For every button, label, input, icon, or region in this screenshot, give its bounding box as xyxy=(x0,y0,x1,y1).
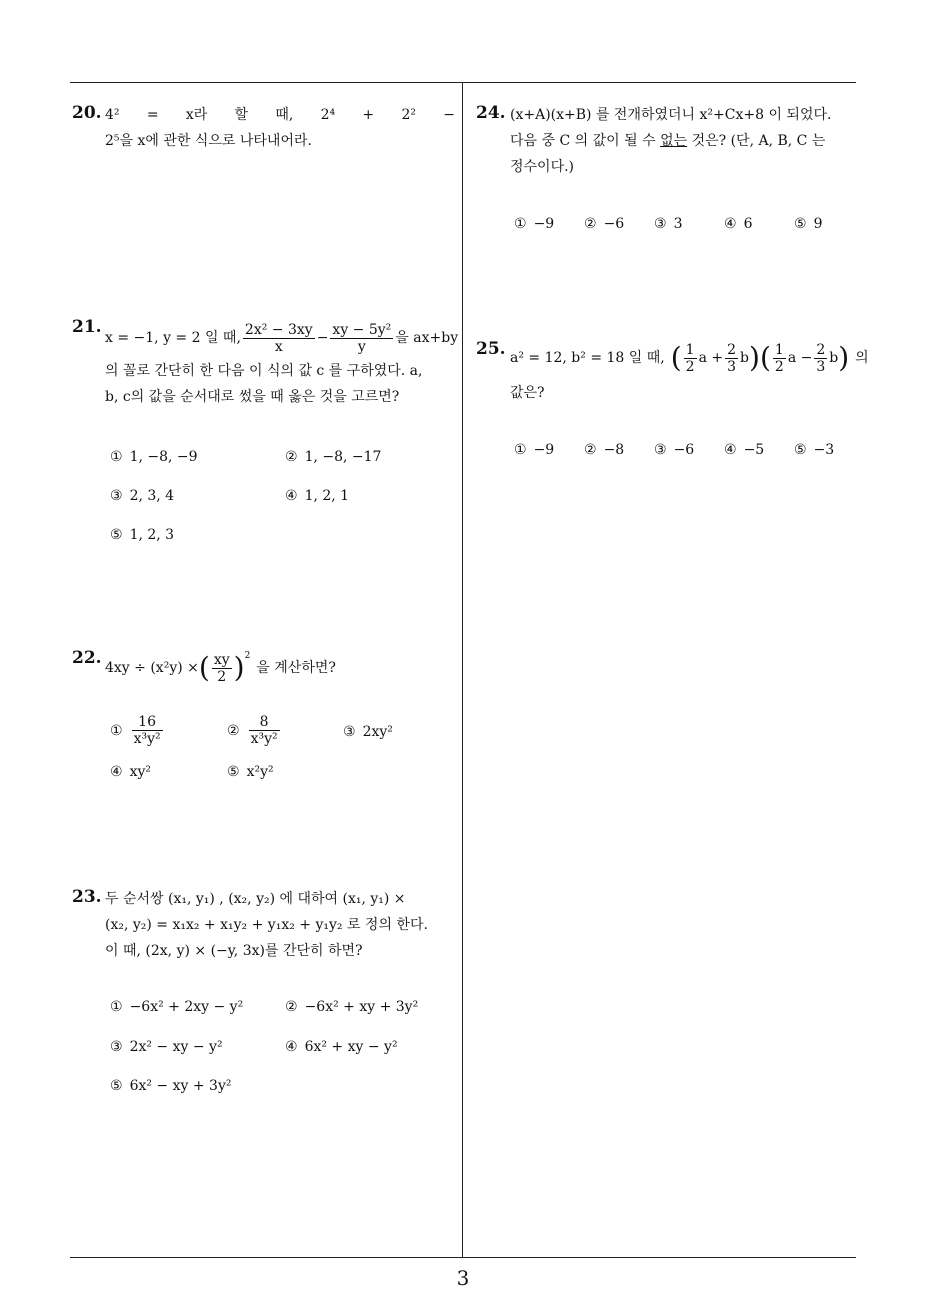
question-23-number: 23. xyxy=(72,887,102,907)
q23-option-4[interactable] xyxy=(285,1039,398,1055)
q21-option-5[interactable] xyxy=(110,527,174,543)
choice-text: 1, −8, −17 xyxy=(304,449,382,465)
q25-term: b xyxy=(829,350,839,366)
question-23-line3: 이 때, (2x, y) × (−y, 3x)를 간단히 하면? xyxy=(105,943,363,959)
q25-paren: ) xyxy=(838,341,850,374)
choice-frac-denominator: x³y² xyxy=(250,731,278,747)
q22-left-paren: ( xyxy=(198,651,210,684)
choice-mark: ⑤ xyxy=(110,1078,123,1094)
q25-option-4[interactable] xyxy=(724,442,764,458)
q22-frac-numerator: xy xyxy=(213,651,230,668)
choice-text: −6x² + xy + 3y² xyxy=(304,999,419,1015)
choice-mark: ④ xyxy=(724,216,737,232)
choice-text: 2xy² xyxy=(362,724,393,740)
choice-mark: ⑤ xyxy=(794,442,807,458)
choice-frac-numerator: 16 xyxy=(132,714,163,731)
q25-option-1[interactable] xyxy=(514,442,554,458)
choice-text: 9 xyxy=(813,216,823,232)
q24-option-3[interactable] xyxy=(654,216,682,232)
question-23-line2: (x₂, y₂) = x₁x₂ + x₁y₂ + y₁x₂ + y₁y₂ 로 정의 한다. xyxy=(105,917,428,933)
q20-word: x라 xyxy=(185,107,208,123)
choice-text: 3 xyxy=(673,216,683,232)
q25-tail: 의 xyxy=(855,350,869,366)
q22-option-5[interactable] xyxy=(227,764,274,780)
question-22-text: 4xy ÷ (x²y) × ( $\frac{xy}{2}$ ) $^2$ 을 계산하면? xyxy=(105,651,336,685)
choice-mark: ④ xyxy=(724,442,737,458)
question-21-line3: b, c의 값을 순서대로 썼을 때 옳은 것을 고르면? xyxy=(105,389,400,405)
q25-term: b xyxy=(740,350,750,366)
q23-option-2[interactable] xyxy=(285,999,418,1015)
q25-frac-numerator: 1 xyxy=(685,341,695,358)
q23-option-1[interactable] xyxy=(110,999,243,1015)
q25-option-3[interactable] xyxy=(654,442,694,458)
choice-mark: ③ xyxy=(654,442,667,458)
bottom-rule xyxy=(70,1257,856,1258)
choice-text: x²y² xyxy=(246,764,274,780)
q25-frac-denominator: 3 xyxy=(727,358,737,375)
question-21-line2: 의 꼴로 간단히 한 다음 이 식의 값 c 를 구하였다. a, xyxy=(105,363,423,379)
choice-mark: ⑤ xyxy=(227,764,240,780)
question-21-line1 xyxy=(105,318,459,358)
q24-line2-end: 것은? (단, A, B, C 는 xyxy=(687,133,826,149)
choice-text: 6x² + xy − y² xyxy=(304,1039,398,1055)
q25-paren: ( xyxy=(759,341,771,374)
choice-mark: ② xyxy=(227,722,240,739)
choice-frac-denominator: x³y² xyxy=(133,731,161,747)
choice-text: −6 xyxy=(603,216,625,232)
choice-mark: ② xyxy=(584,442,597,458)
choice-text: 6 xyxy=(743,216,753,232)
choice-mark: ④ xyxy=(110,764,123,780)
q21-option-2[interactable] xyxy=(285,449,381,465)
question-25-line1 xyxy=(510,336,869,380)
question-25-number: 25. xyxy=(476,339,506,359)
q25-paren: ) xyxy=(749,341,760,374)
q22-expression: 4xy ÷ (x²y) × xyxy=(105,660,199,676)
choice-text: −9 xyxy=(533,442,555,458)
q25-paren: ( xyxy=(670,341,682,374)
q20-word: 할 xyxy=(234,107,249,123)
q23-option-5[interactable] xyxy=(110,1078,231,1094)
q21-minus: − xyxy=(316,330,329,346)
question-23-line1: 두 순서쌍 (x₁, y₁) , (x₂, y₂) 에 대하여 (x₁, y₁) × xyxy=(105,891,406,907)
top-rule xyxy=(70,82,856,83)
q25-intro: a² = 12, b² = 18 일 때, xyxy=(510,350,665,366)
question-20-line2: 2⁵을 x에 관한 식으로 나타내어라. xyxy=(105,133,312,149)
choice-mark: ① xyxy=(110,722,123,739)
choice-mark: ④ xyxy=(285,488,298,504)
q24-underlined-word: 없는 xyxy=(660,133,688,149)
choice-mark: ① xyxy=(514,216,527,232)
q21-option-3[interactable] xyxy=(110,488,174,504)
choice-text: −6x² + 2xy − y² xyxy=(129,999,244,1015)
question-21-number: 21. xyxy=(72,317,102,337)
q25-frac-denominator: 2 xyxy=(685,358,695,375)
choice-frac-numerator: 8 xyxy=(249,714,280,731)
q20-word: + xyxy=(362,107,375,123)
choice-text: 1, −8, −9 xyxy=(129,449,198,465)
choice-fraction xyxy=(249,714,280,747)
q24-option-4[interactable] xyxy=(724,216,752,232)
choice-mark: ① xyxy=(110,999,123,1015)
q20-word: 4² xyxy=(105,107,120,123)
choice-mark: ② xyxy=(285,999,298,1015)
choice-mark: ① xyxy=(514,442,527,458)
choice-text: −6 xyxy=(673,442,695,458)
q21-option-1[interactable] xyxy=(110,449,198,465)
q21-frac1-numerator: 2x² − 3xy xyxy=(244,321,313,338)
q24-line2-start: 다음 중 C 의 값이 될 수 xyxy=(510,133,661,149)
q21-fraction-1 xyxy=(243,322,315,355)
q25-option-5[interactable] xyxy=(794,442,834,458)
choice-text: 6x² − xy + 3y² xyxy=(129,1078,232,1094)
q24-option-5[interactable] xyxy=(794,216,822,232)
question-24-line1: (x+A)(x+B) 를 전개하였더니 x²+Cx+8 이 되었다. xyxy=(510,107,832,123)
choice-mark: ② xyxy=(584,216,597,232)
q21-frac1-denominator: x xyxy=(274,338,283,355)
choice-mark: ③ xyxy=(343,724,356,740)
choice-mark: ④ xyxy=(285,1039,298,1055)
choice-text: 2, 3, 4 xyxy=(129,488,175,504)
choice-mark: ① xyxy=(110,449,123,465)
question-24-text xyxy=(510,102,860,180)
q25-fraction xyxy=(773,342,786,375)
choice-text: 1, 2, 3 xyxy=(129,527,175,543)
q22-option-2[interactable] xyxy=(227,714,282,747)
q25-option-2[interactable] xyxy=(584,442,624,458)
q20-word: 2² xyxy=(401,107,416,123)
q25-frac-denominator: 3 xyxy=(816,358,826,375)
q25-frac-denominator: 2 xyxy=(774,358,784,375)
choice-text: −5 xyxy=(743,442,765,458)
choice-mark: ③ xyxy=(110,488,123,504)
q24-option-1[interactable] xyxy=(514,216,554,232)
choice-mark: ⑤ xyxy=(110,527,123,543)
choice-text: 1, 2, 1 xyxy=(304,488,350,504)
q25-frac-numerator: 2 xyxy=(816,341,826,358)
q21-fraction-2 xyxy=(330,322,393,355)
q25-frac-numerator: 1 xyxy=(774,341,784,358)
choice-mark: ② xyxy=(285,449,298,465)
q25-frac-numerator: 2 xyxy=(727,341,737,358)
q22-frac-denominator: 2 xyxy=(217,668,227,685)
choice-fraction xyxy=(132,714,163,747)
choice-text: 2x² − xy − y² xyxy=(129,1039,223,1055)
q21-option-4[interactable] xyxy=(285,488,349,504)
q20-word: − xyxy=(443,107,455,123)
choice-text: xy² xyxy=(129,764,151,780)
q23-option-3[interactable] xyxy=(110,1039,223,1055)
q20-word: 때, xyxy=(275,107,294,123)
q25-fraction xyxy=(725,342,738,375)
question-22-number: 22. xyxy=(72,648,102,668)
q22-right-paren: ) xyxy=(233,651,245,684)
q25-term: a − xyxy=(787,350,813,366)
question-20-text xyxy=(105,102,455,154)
q22-fraction xyxy=(212,652,232,685)
q25-fraction xyxy=(684,342,697,375)
choice-text: −9 xyxy=(533,216,555,232)
q22-option-3[interactable] xyxy=(343,724,393,740)
question-21-text xyxy=(105,318,459,410)
question-25-line2: 값은? xyxy=(510,385,545,401)
q20-word: = xyxy=(146,107,159,123)
column-divider xyxy=(462,82,463,1257)
q20-word: 2⁴ xyxy=(320,107,336,123)
choice-text: −8 xyxy=(603,442,625,458)
choice-mark: ③ xyxy=(654,216,667,232)
q25-term: a + xyxy=(698,350,724,366)
question-23-text xyxy=(105,886,457,964)
q25-fraction xyxy=(814,342,827,375)
q21-frac2-denominator: y xyxy=(357,338,366,355)
q21-after-fraction: 을 ax+by xyxy=(395,330,459,346)
q22-tail: 을 계산하면? xyxy=(256,660,336,676)
question-25-text xyxy=(510,336,869,406)
choice-mark: ③ xyxy=(110,1039,123,1055)
q21-intro: x = −1, y = 2 일 때, xyxy=(105,330,241,346)
q22-option-4[interactable] xyxy=(110,764,151,780)
choice-mark: ⑤ xyxy=(794,216,807,232)
q22-option-1[interactable] xyxy=(110,714,165,747)
question-24-line2 xyxy=(510,128,860,154)
question-20-line1 xyxy=(105,102,455,128)
question-24-number: 24. xyxy=(476,103,506,123)
question-24-line3: 정수이다.) xyxy=(510,159,575,175)
question-20-number: 20. xyxy=(72,103,102,123)
q24-option-2[interactable] xyxy=(584,216,624,232)
choice-text: −3 xyxy=(813,442,835,458)
q21-frac2-numerator: xy − 5y² xyxy=(332,321,392,338)
page-number: 3 xyxy=(456,1266,470,1290)
